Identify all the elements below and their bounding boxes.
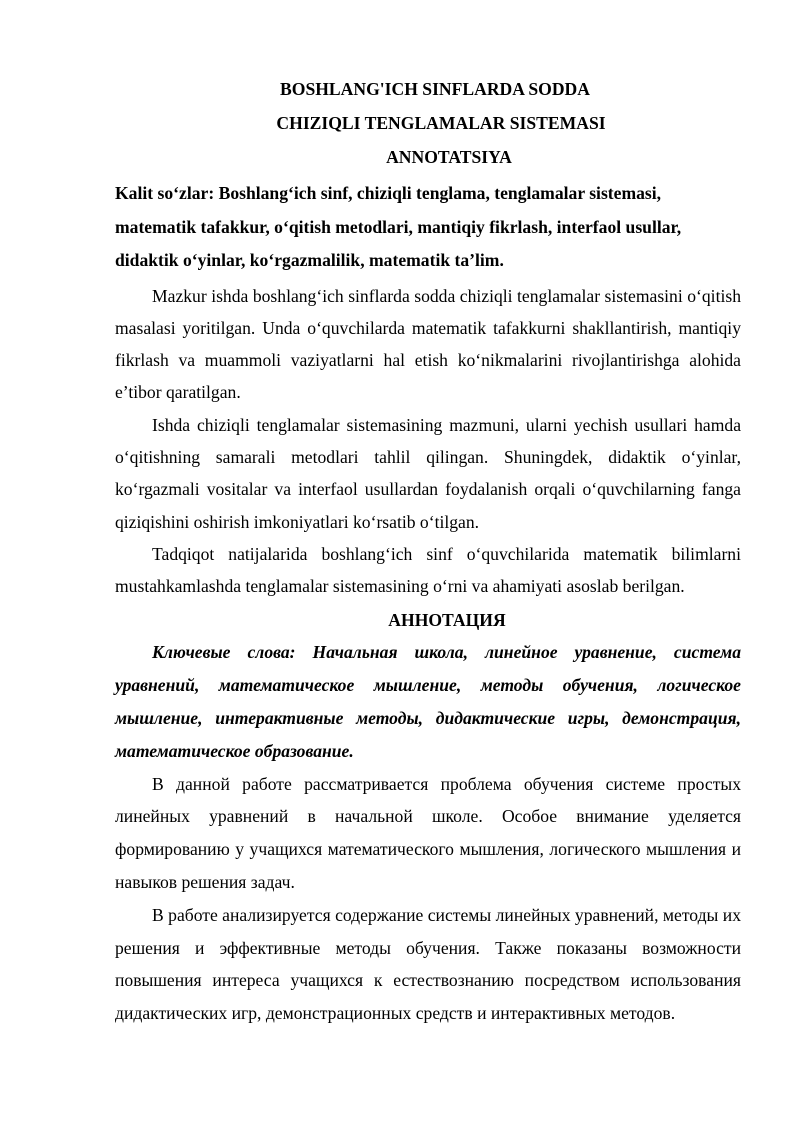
keywords-uz: Kalit so‘zlar: Boshlang‘ich sinf, chiziqli tenglama, tenglamalar sistemasi, matematik tafakkur, o‘qitish metodlari, mantiqiy fikrlash, interfaol usullar, didaktik o‘yinlar, ko‘rgazmalilik, matematik ta’lim. xyxy=(115,183,682,270)
abstract-uz-paragraph-3: Tadqiqot natijalarida boshlang‘ich sinf o‘quvchilarida matematik bilimlarni mustahkamlashda tenglamalar sistemasining o‘rni va ahamiyati asoslab berilgan. xyxy=(115,543,741,597)
annotation-heading-uz: ANNOTATSIYA xyxy=(386,147,512,167)
abstract-uz-paragraph-2: Ishda chiziqli tenglamalar sistemasining mazmuni, ularni yechish usullari hamda o‘qitishning samarali metodlari tahlil qilingan. Shuningdek, didaktik o‘yinlar, ko‘rgazmali vositalar va interfaol usullardan foydalanish orqali o‘quvchilarning fanga qiziqishini oshirish imkoniyatlari ko‘rsatib o‘tilgan. xyxy=(115,414,741,532)
abstract-uz-paragraph-1: Mazkur ishda boshlang‘ich sinflarda sodda chiziqli tenglamalar sistemasini o‘qitish masalasi yoritilgan. Unda o‘quvchilarda matematik tafakkurni shakllantirish, mantiqiy fikrlash va muammoli vaziyatlarni hal etish ko‘nikmalarini rivojlantirishga alohida e’tibor qaratilgan. xyxy=(115,285,741,403)
document-page xyxy=(115,72,741,1030)
title-line-2: CHIZIQLI TENGLAMALAR SISTEMASI xyxy=(276,113,606,133)
annotation-heading-ru: АННОТАЦИЯ xyxy=(388,610,506,631)
abstract-ru-paragraph-2: В работе анализируется содержание системы линейных уравнений, методы их решения и эффективные методы обучения. Также показаны возможности повышения интереса учащихся к естествознанию посредством использования дидактических игр, демонстрационных средств и интерактивных методов. xyxy=(115,904,741,1024)
title-line-1: BOSHLANG'ICH SINFLARDA SODDA xyxy=(280,79,590,99)
keywords-ru: Ключевые слова: Начальная школа, линейное уравнение, система уравнений, математическое мышление, методы обучения, логическое мышление, интерактивные методы, дидактические игры, демонстрация, математическое образование. xyxy=(115,642,741,761)
abstract-ru-paragraph-1: В данной работе рассматривается проблема обучения системе простых линейных уравнений в начальной школе. Особое внимание уделяется формированию у учащихся математического мышления, логического мышления и навыков решения задач. xyxy=(115,773,741,893)
